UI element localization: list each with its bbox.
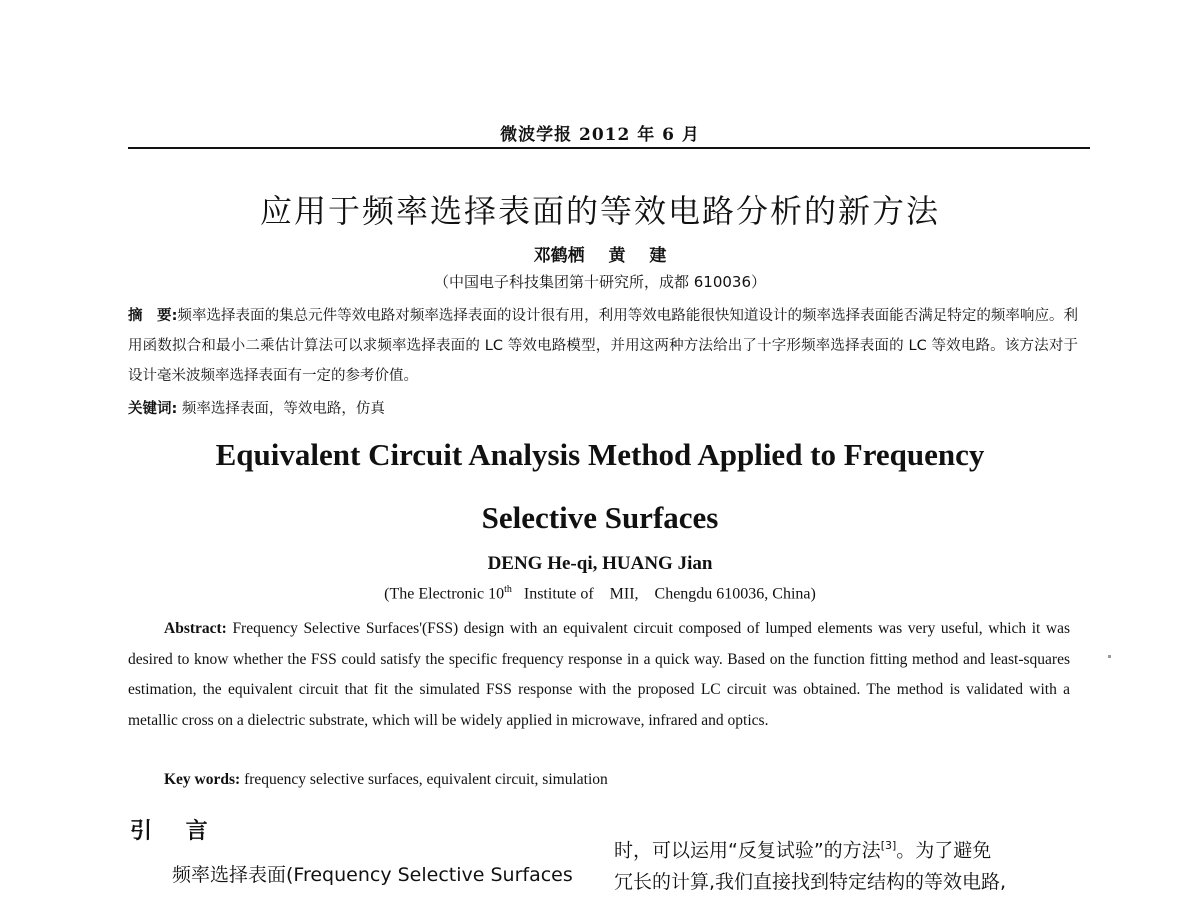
cn-abstract — [128, 301, 1078, 391]
en-affiliation-sup: th — [504, 584, 512, 595]
cn-affiliation: （中国电子科技集团第十研究所，成都 610036） — [433, 273, 767, 291]
citation-ref: [3] — [880, 839, 897, 852]
header-rule — [128, 147, 1090, 149]
intro-right-line1 — [614, 830, 1084, 866]
scan-speck — [1108, 655, 1111, 658]
cn-abstract-label: 摘 要: — [128, 308, 178, 324]
intro-right-line1-pre: 时，可以运用“反复试验”的方法 — [614, 839, 881, 862]
en-affiliation-post: Institute of MII, Chengdu 610036, China) — [511, 585, 816, 603]
cn-keywords-text: 频率选择表面，等效电路，仿真 — [181, 401, 385, 417]
section-heading-intro: 引 言 — [130, 819, 208, 844]
en-affiliation-pre: (The Electronic 10 — [384, 585, 505, 603]
en-abstract-label: Abstract: — [164, 620, 227, 637]
journal-header: 微波学报 2012 年 6 月 — [500, 125, 700, 145]
en-authors: DENG He-qi, HUANG Jian — [487, 553, 713, 574]
en-abstract — [128, 614, 1070, 736]
intro-right-column — [614, 830, 1084, 898]
cn-title: 应用于频率选择表面的等效电路分析的新方法 — [259, 192, 940, 230]
cn-abstract-text: 频率选择表面的集总元件等效电路对频率选择表面的设计很有用，利用等效电路能很快知道设计的频率选择表面能否满足特定的频率响应。利用函数拟合和最小二乘估计算法可以求频率选择表面的 LC 等效电路模型，并用这两种方法给出了十字形频率选择表面的 LC 等效电路。该方法对于设计毫米波频率选择表面有一定的参考价值。 — [128, 308, 1078, 384]
en-keywords-label: Key words: — [164, 771, 241, 788]
cn-keywords — [128, 397, 385, 418]
en-keywords — [164, 771, 608, 789]
intro-right-line2: 冗长的计算,我们直接找到特定结构的等效电路, — [614, 871, 1007, 894]
intro-right-line1-post: 。为了避免 — [896, 839, 992, 862]
en-keywords-text: frequency selective surfaces, equivalent circuit, simulation — [244, 771, 608, 788]
en-affiliation — [0, 584, 1200, 603]
en-title-line2: Selective Surfaces — [481, 500, 719, 535]
cn-authors: 邓鹤栖 黄 建 — [533, 246, 667, 266]
en-title-line1: Equivalent Circuit Analysis Method Applied to Frequency — [215, 437, 985, 472]
en-abstract-text: Frequency Selective Surfaces'(FSS) design with an equivalent circuit composed of lumped elements was very useful, which it was desired to know whether the FSS could satisfy the specific frequency response in a quick way. Based on the function fitting method and least-squares estimation, the equivalent circuit that fit the simulated FSS response with the proposed LC circuit was obtained. The method is validated with a metallic cross on a dielectric substrate, which will be widely applied in microwave, infrared and optics. — [128, 620, 1071, 729]
cn-keywords-label: 关键词: — [128, 401, 178, 417]
intro-left-column-line: 频率选择表面(Frequency Selective Surfaces — [172, 864, 573, 886]
